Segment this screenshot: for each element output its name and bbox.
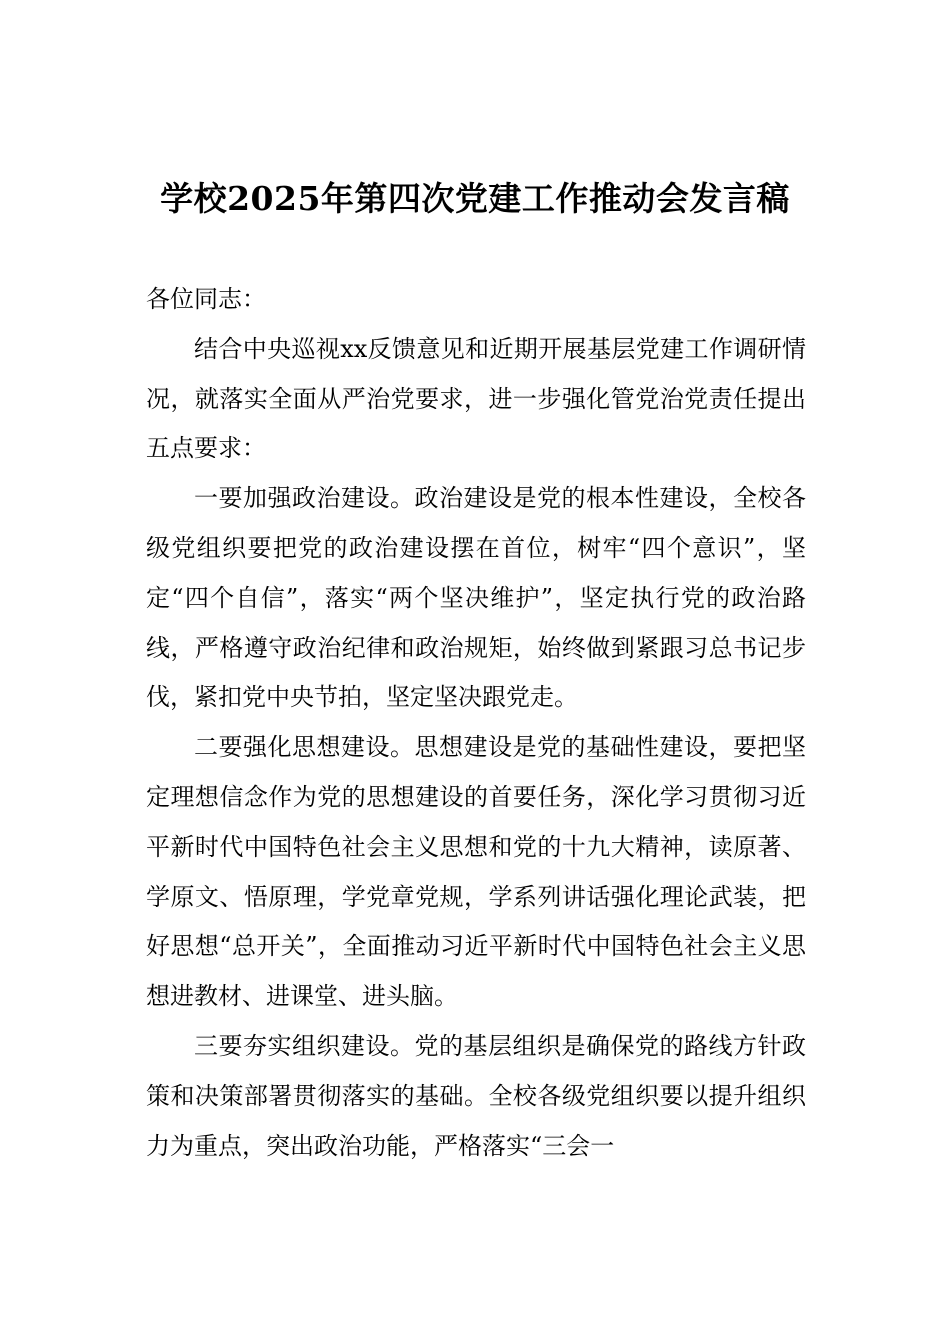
salutation: 各位同志：: [146, 285, 266, 313]
paragraph-intro: 结合中央巡视xx反馈意见和近期开展基层党建工作调研情况，就落实全面从严治党要求，进一步强化管党治党责任提出五点要求：: [146, 334, 806, 463]
paragraph-organizational-building: 三要夯实组织建设。党的基层组织是确保党的路线方针政策和决策部署贯彻落实的基础。全校各级党组织要以提升组织力为重点，突出政治功能，严格落实“三会一: [146, 1031, 806, 1160]
document-title: 学校2025年第四次党建工作推动会发言稿: [160, 179, 790, 218]
paragraph-ideological-building: 二要强化思想建设。思想建设是党的基础性建设，要把坚定理想信念作为党的思想建设的首要任务，深化学习贯彻习近平新时代中国特色社会主义思想和党的十九大精神，读原著、学原文、悟原理，学党章党规，学系列讲话强化理论武装，把好思想“总开关”，全面推动习近平新时代中国特色社会主义思想进教材、进课堂、进头脑。: [146, 733, 806, 1011]
paragraph-political-building: 一要加强政治建设。政治建设是党的根本性建设，全校各级党组织要把党的政治建设摆在首位，树牢“四个意识”，坚定“四个自信”，落实“两个坚决维护”，坚定执行党的政治路线，严格遵守政治纪律和政治规矩，始终做到紧跟习总书记步伐，紧扣党中央节拍，坚定坚决跟党走。: [146, 484, 806, 712]
document-body: [146, 275, 806, 1171]
